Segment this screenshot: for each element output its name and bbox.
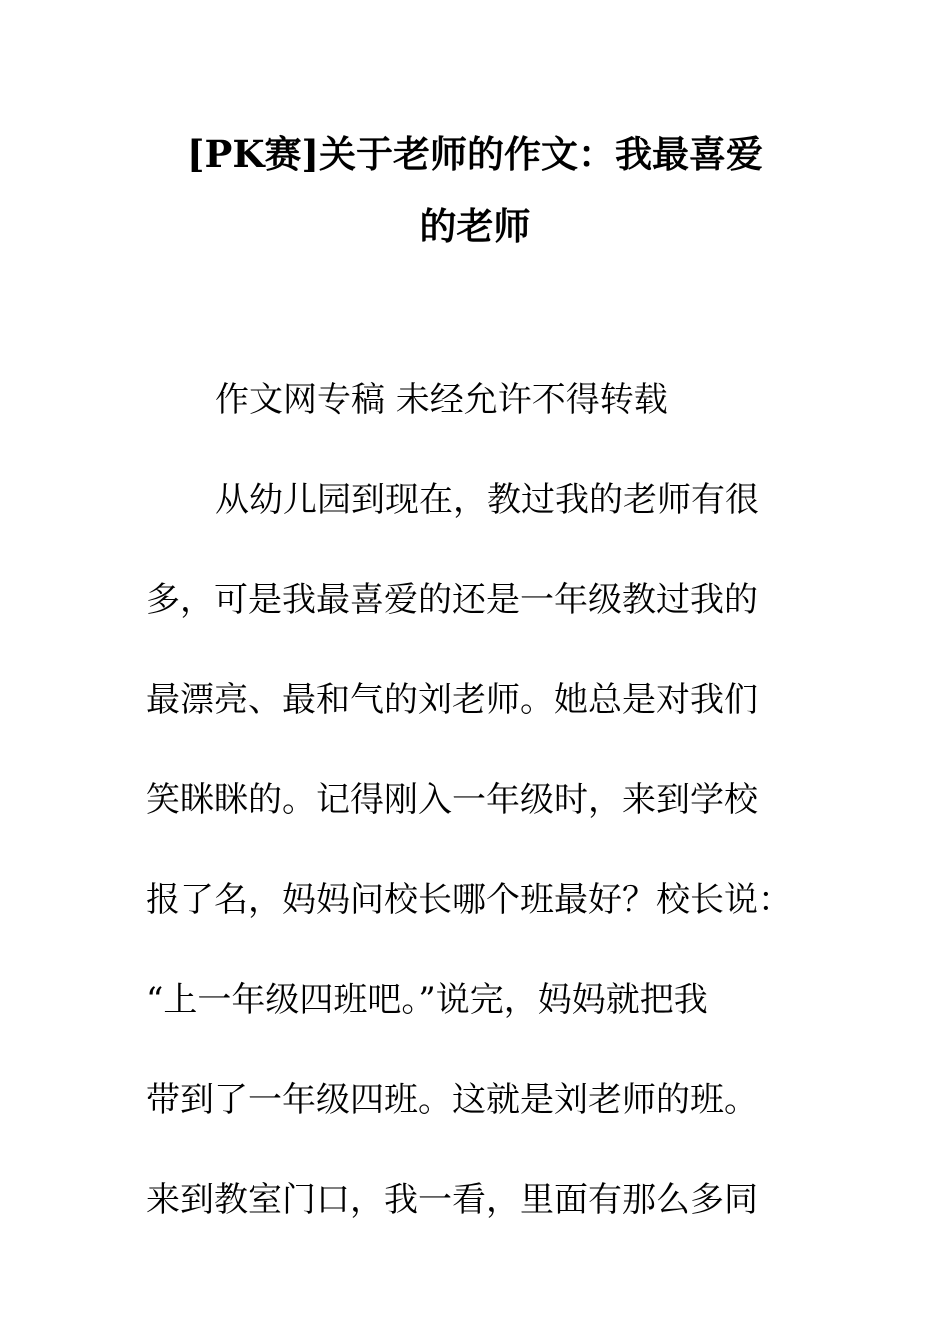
document-title-line-1: [PK赛]关于老师的作文：我最喜爱 xyxy=(187,132,763,176)
body-line: 从幼儿园到现在，教过我的老师有很 xyxy=(215,480,759,520)
body-line: 最漂亮、最和气的刘老师。她总是对我们 xyxy=(146,680,758,720)
body-line: “上一年级四班吧。”说完，妈妈就把我 xyxy=(146,980,708,1020)
body-line: 多，可是我最喜爱的还是一年级教过我的 xyxy=(146,580,758,620)
body-line: 带到了一年级四班。这就是刘老师的班。 xyxy=(146,1080,758,1120)
body-line: 笑眯眯的。记得刚入一年级时，来到学校 xyxy=(146,780,758,820)
byline: 作文网专稿 未经允许不得转载 xyxy=(215,380,668,420)
document-title-line-2: 的老师 xyxy=(419,204,531,248)
body-line: 来到教室门口，我一看，里面有那么多同 xyxy=(146,1180,758,1220)
body-line: 报了名，妈妈问校长哪个班最好？校长说： xyxy=(146,880,792,920)
